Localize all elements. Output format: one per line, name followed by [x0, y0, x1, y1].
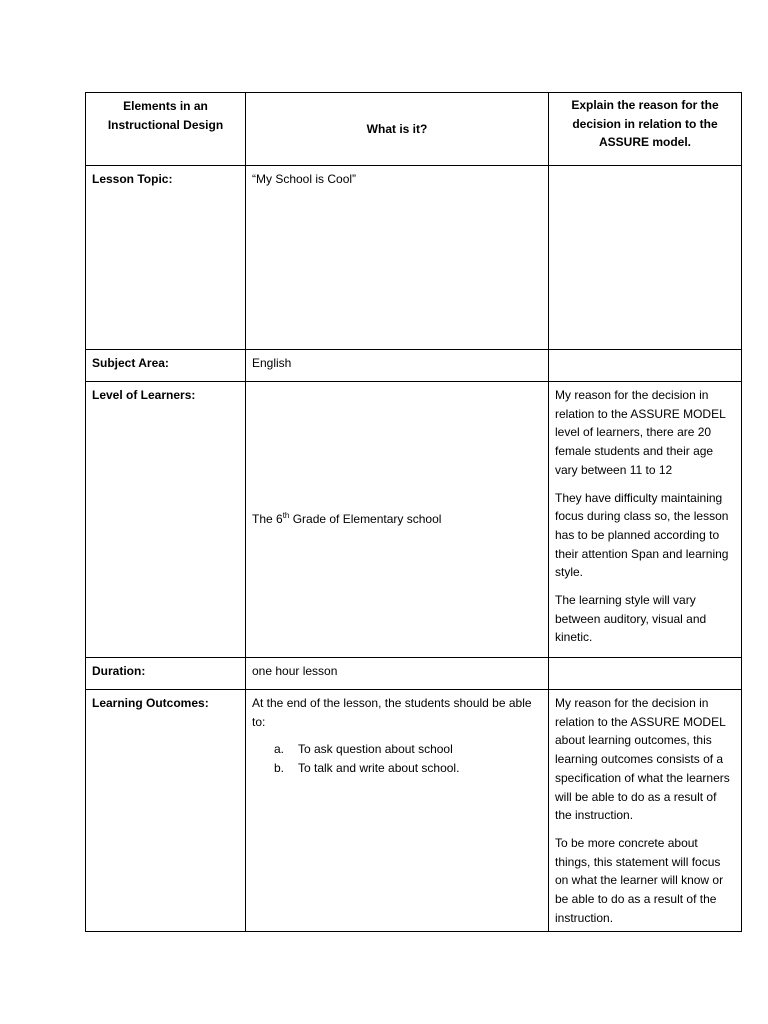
list-item-text: To ask question about school	[298, 742, 453, 757]
learning-outcomes-value	[246, 690, 549, 932]
level-reason-paragraph: My reason for the decision in relation to the ASSURE MODEL level of learners, there are 20 female students and their age vary between 11 to 12	[555, 388, 726, 477]
table-row-duration	[86, 658, 742, 690]
list-marker: b.	[274, 761, 285, 776]
list-item-text: To talk and write about school.	[298, 761, 460, 776]
level-of-learners-value	[246, 382, 549, 658]
learning-outcomes-intro: At the end of the lesson, the students should be able to:	[252, 696, 532, 729]
table-row-learning-outcomes	[86, 690, 742, 932]
header-what-cell: What is it?	[246, 93, 549, 166]
lesson-topic-label: Lesson Topic:	[86, 166, 246, 350]
subject-area-value: English	[246, 350, 549, 382]
table-row-lesson-topic	[86, 166, 742, 350]
outcomes-list	[252, 740, 542, 777]
lesson-topic-value: “My School is Cool”	[246, 166, 549, 350]
duration-value: one hour lesson	[246, 658, 549, 690]
duration-reason	[549, 658, 742, 690]
level-reason-paragraph: The learning style will vary between auditory, visual and kinetic.	[555, 593, 707, 645]
subject-area-label: Subject Area:	[86, 350, 246, 382]
list-item	[252, 759, 542, 778]
level-prefix: The 6	[252, 512, 283, 527]
level-of-learners-label: Level of Learners:	[86, 382, 246, 658]
header-reason-cell: Explain the reason for the decision in relation to the ASSURE model.	[549, 93, 742, 166]
level-of-learners-reason	[549, 382, 742, 658]
table-row-subject-area	[86, 350, 742, 382]
header-row	[86, 93, 742, 166]
learning-outcomes-reason	[549, 690, 742, 932]
level-sup: th	[282, 511, 290, 521]
lesson-topic-reason	[549, 166, 742, 350]
learning-outcomes-label: Learning Outcomes:	[86, 690, 246, 932]
level-suffix: Grade of Elementary school	[289, 512, 442, 527]
header-elements-cell: Elements in an Instructional Design	[86, 93, 246, 166]
subject-area-reason	[549, 350, 742, 382]
table-row-level-of-learners	[86, 382, 742, 658]
instructional-design-table	[85, 92, 742, 932]
list-marker: a.	[274, 742, 285, 757]
level-reason-paragraph: They have difficulty maintaining focus during class so, the lesson has to be planned according to their attention Span and learning style.	[555, 490, 729, 580]
outcomes-reason-paragraph: My reason for the decision in relation to the ASSURE MODEL about learning outcomes, this learning outcomes consists of a specification of what the learners will be able to do as a result of the instruction.	[555, 696, 730, 823]
list-item	[252, 740, 542, 759]
duration-label: Duration:	[86, 658, 246, 690]
outcomes-reason-paragraph: To be more concrete about things, this statement will focus on what the learner will know or be able to do as a result of the instruction.	[555, 835, 724, 925]
